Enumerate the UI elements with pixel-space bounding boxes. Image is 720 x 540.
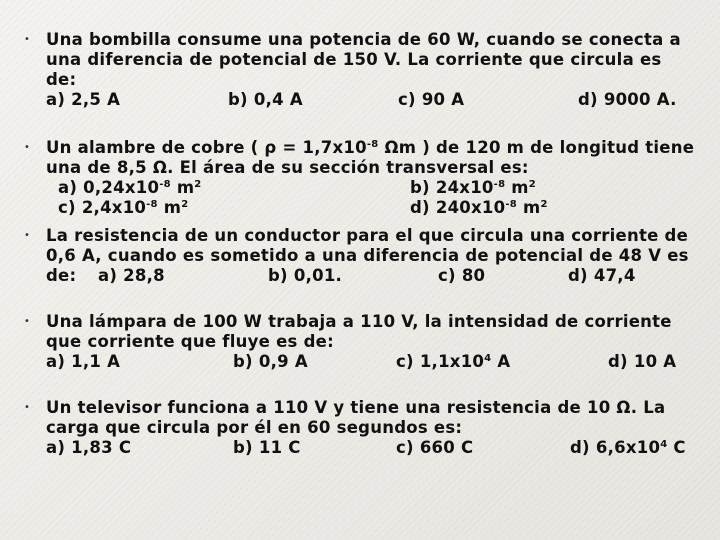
option-base: c) 2,4x10 [58, 198, 147, 217]
option-a [58, 178, 202, 198]
option-base: d) 6,6x10 [570, 438, 661, 457]
unit-exponent: 2 [528, 179, 536, 190]
options-row [46, 438, 714, 458]
intro-after: Ωm ) de 120 m de longitud tiene [378, 138, 695, 157]
option-c [396, 352, 510, 372]
option-base: b) 24x10 [410, 178, 494, 197]
option-unit: A [491, 352, 511, 371]
option-a: a) 2,5 A [46, 90, 121, 109]
question-line [46, 138, 714, 158]
option-a: a) 1,83 C [46, 438, 132, 457]
exponent: -8 [159, 179, 171, 190]
question-line: Una lámpara de 100 W trabaja a 110 V, la intensidad de corriente [46, 312, 672, 331]
options-row [46, 178, 714, 198]
option-base: c) 1,1x10 [396, 352, 485, 371]
option-d [410, 198, 548, 218]
option-a: a) 28,8 [98, 266, 165, 285]
question-line: La resistencia de un conductor para el que circula una corriente de [46, 226, 689, 245]
question-line: Una bombilla consume una potencia de 60 W, cuando se conecta a [46, 30, 681, 49]
options-row [46, 198, 714, 218]
question-line: de: [46, 70, 77, 89]
option-d: d) 9000 A. [578, 90, 677, 109]
question-3-text [46, 226, 714, 286]
option-d: d) 10 A [608, 352, 677, 371]
question-line: una de 8,5 Ω. El área de su sección transversal es: [46, 158, 529, 177]
exponent: 4 [660, 439, 668, 450]
question-5-text [46, 398, 714, 458]
option-b: b) 0,01. [268, 266, 343, 285]
option-base: d) 240x10 [410, 198, 506, 217]
option-unit: m [517, 198, 541, 217]
option-unit: m [170, 178, 195, 197]
bullet-icon: • [24, 316, 31, 327]
option-c: c) 90 A [398, 90, 465, 109]
unit-exponent: 2 [181, 199, 189, 210]
question-lead: de: [46, 266, 77, 285]
options-row [46, 90, 714, 110]
question-line: Un televisor funciona a 110 V y tiene una resistencia de 10 Ω. La [46, 398, 666, 417]
question-1-text [46, 30, 714, 110]
option-unit: m [157, 198, 182, 217]
option-b: b) 0,4 A [228, 90, 303, 109]
exponent: -8 [366, 139, 379, 150]
options-row [46, 352, 714, 372]
question-line: que corriente que fluye es de: [46, 332, 334, 351]
intro-before: Un alambre de cobre ( ρ = 1,7x10 [46, 138, 367, 157]
option-base: a) 0,24x10 [58, 178, 160, 197]
option-b: b) 0,9 A [233, 352, 308, 371]
exponent: -8 [146, 199, 158, 210]
question-line: 0,6 A, cuando es sometido a una diferencia de potencial de 48 V es [46, 246, 689, 265]
exponent: -8 [493, 179, 506, 190]
question-line: una diferencia de potencial de 150 V. La corriente que circula es [46, 50, 662, 69]
question-line: carga que circula por él en 60 segundos es: [46, 418, 463, 437]
bullet-icon: • [24, 34, 31, 45]
option-c: c) 660 C [396, 438, 474, 457]
unit-exponent: 2 [194, 179, 202, 190]
option-d [570, 438, 686, 458]
question-4-text [46, 312, 714, 372]
option-unit: C [667, 438, 686, 457]
bullet-icon: • [24, 142, 31, 153]
option-b: b) 11 C [233, 438, 301, 457]
option-a: a) 1,1 A [46, 352, 121, 371]
option-unit: m [505, 178, 529, 197]
exponent: -8 [505, 199, 518, 210]
option-d: d) 47,4 [568, 266, 636, 285]
option-c: c) 80 [438, 266, 486, 285]
bullet-icon: • [24, 402, 31, 413]
unit-exponent: 2 [540, 199, 548, 210]
option-c [58, 198, 188, 218]
question-2-text [46, 138, 714, 218]
options-row [46, 266, 714, 286]
exponent: 4 [484, 353, 492, 364]
bullet-icon: • [24, 230, 31, 241]
option-b [410, 178, 536, 198]
